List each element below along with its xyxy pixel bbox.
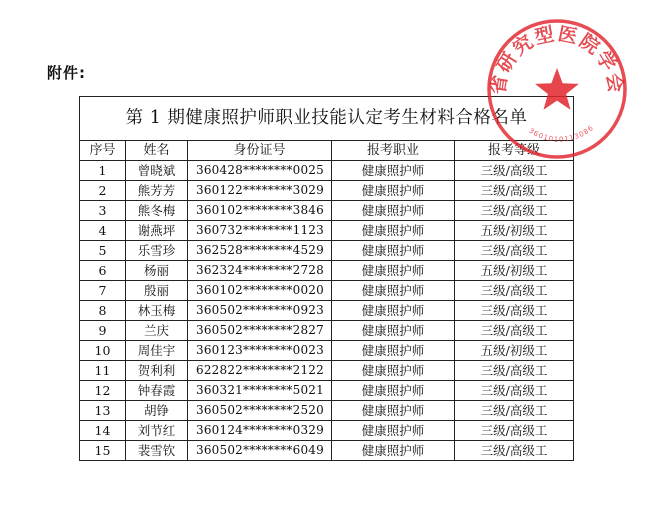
cell-occupation: 健康照护师 bbox=[332, 261, 455, 281]
attachment-label: 附件: bbox=[47, 64, 86, 82]
cell-occupation: 健康照护师 bbox=[332, 201, 455, 221]
table-row bbox=[80, 281, 574, 301]
cell-occupation: 健康照护师 bbox=[332, 221, 455, 241]
seal-code: 3601010113086 bbox=[527, 123, 596, 144]
cell-name: 熊冬梅 bbox=[126, 201, 188, 221]
table-row bbox=[80, 301, 574, 321]
cell-name: 乐雪珍 bbox=[126, 241, 188, 261]
header-occupation: 报考职业 bbox=[332, 141, 455, 161]
cell-occupation: 健康照护师 bbox=[332, 181, 455, 201]
cell-id: 360502********6049 bbox=[188, 441, 332, 461]
cell-level: 三级/高级工 bbox=[455, 241, 574, 261]
cell-occupation: 健康照护师 bbox=[332, 381, 455, 401]
cell-level: 三级/高级工 bbox=[455, 421, 574, 441]
cell-occupation: 健康照护师 bbox=[332, 321, 455, 341]
cell-no: 8 bbox=[80, 301, 126, 321]
cell-no: 15 bbox=[80, 441, 126, 461]
cell-occupation: 健康照护师 bbox=[332, 301, 455, 321]
cell-id: 360321********5021 bbox=[188, 381, 332, 401]
cell-level: 三级/高级工 bbox=[455, 401, 574, 421]
cell-id: 360428********0025 bbox=[188, 161, 332, 181]
cell-level: 三级/高级工 bbox=[455, 441, 574, 461]
cell-no: 10 bbox=[80, 341, 126, 361]
cell-no: 11 bbox=[80, 361, 126, 381]
cell-no: 6 bbox=[80, 261, 126, 281]
cell-id: 360502********0923 bbox=[188, 301, 332, 321]
cell-id: 360502********2520 bbox=[188, 401, 332, 421]
cell-occupation: 健康照护师 bbox=[332, 161, 455, 181]
cell-name: 刘节红 bbox=[126, 421, 188, 441]
table-row bbox=[80, 381, 574, 401]
table-title-row bbox=[80, 97, 574, 141]
cell-level: 三级/高级工 bbox=[455, 201, 574, 221]
table-row bbox=[80, 401, 574, 421]
header-level: 报考等级 bbox=[455, 141, 574, 161]
cell-id: 622822********2122 bbox=[188, 361, 332, 381]
cell-no: 13 bbox=[80, 401, 126, 421]
cell-id: 362324********2728 bbox=[188, 261, 332, 281]
cell-level: 三级/高级工 bbox=[455, 381, 574, 401]
table-row bbox=[80, 221, 574, 241]
cell-name: 胡铮 bbox=[126, 401, 188, 421]
table-header-row bbox=[80, 141, 574, 161]
cell-level: 三级/高级工 bbox=[455, 181, 574, 201]
header-id: 身份证号 bbox=[188, 141, 332, 161]
cell-occupation: 健康照护师 bbox=[332, 341, 455, 361]
cell-no: 2 bbox=[80, 181, 126, 201]
seal-text: 省研究型医院学会 bbox=[487, 22, 627, 96]
cell-level: 三级/高级工 bbox=[455, 361, 574, 381]
cell-no: 9 bbox=[80, 321, 126, 341]
cell-name: 殷丽 bbox=[126, 281, 188, 301]
cell-name: 杨丽 bbox=[126, 261, 188, 281]
cell-level: 三级/高级工 bbox=[455, 321, 574, 341]
cell-name: 兰庆 bbox=[126, 321, 188, 341]
cell-occupation: 健康照护师 bbox=[332, 281, 455, 301]
cell-name: 熊芳芳 bbox=[126, 181, 188, 201]
table-row bbox=[80, 241, 574, 261]
cell-name: 裴雪钦 bbox=[126, 441, 188, 461]
cell-occupation: 健康照护师 bbox=[332, 421, 455, 441]
cell-level: 五级/初级工 bbox=[455, 341, 574, 361]
header-no: 序号 bbox=[80, 141, 126, 161]
table-row bbox=[80, 261, 574, 281]
header-name: 姓名 bbox=[126, 141, 188, 161]
cell-no: 5 bbox=[80, 241, 126, 261]
cell-level: 五级/初级工 bbox=[455, 261, 574, 281]
table-row bbox=[80, 341, 574, 361]
cell-id: 360122********3029 bbox=[188, 181, 332, 201]
cell-name: 曾晓斌 bbox=[126, 161, 188, 181]
qualified-candidates-table bbox=[79, 96, 574, 461]
table-row bbox=[80, 161, 574, 181]
table-row bbox=[80, 181, 574, 201]
cell-name: 钟春霞 bbox=[126, 381, 188, 401]
table-row bbox=[80, 321, 574, 341]
cell-id: 362528********4529 bbox=[188, 241, 332, 261]
table-title: 第 1 期健康照护师职业技能认定考生材料合格名单 bbox=[80, 97, 574, 141]
cell-no: 1 bbox=[80, 161, 126, 181]
table-row bbox=[80, 441, 574, 461]
table-row bbox=[80, 361, 574, 381]
cell-name: 谢燕坪 bbox=[126, 221, 188, 241]
cell-name: 周佳宇 bbox=[126, 341, 188, 361]
cell-no: 7 bbox=[80, 281, 126, 301]
cell-id: 360732********1123 bbox=[188, 221, 332, 241]
cell-no: 4 bbox=[80, 221, 126, 241]
cell-occupation: 健康照护师 bbox=[332, 241, 455, 261]
cell-name: 贺利利 bbox=[126, 361, 188, 381]
cell-id: 360102********3846 bbox=[188, 201, 332, 221]
cell-id: 360102********0020 bbox=[188, 281, 332, 301]
table-row bbox=[80, 421, 574, 441]
cell-id: 360123********0023 bbox=[188, 341, 332, 361]
cell-id: 360124********0329 bbox=[188, 421, 332, 441]
cell-no: 3 bbox=[80, 201, 126, 221]
svg-text:省研究型医院学会 bbox=[486, 22, 628, 96]
cell-level: 五级/初级工 bbox=[455, 221, 574, 241]
cell-occupation: 健康照护师 bbox=[332, 441, 455, 461]
cell-occupation: 健康照护师 bbox=[332, 361, 455, 381]
cell-name: 林玉梅 bbox=[126, 301, 188, 321]
cell-level: 三级/高级工 bbox=[455, 161, 574, 181]
cell-no: 12 bbox=[80, 381, 126, 401]
cell-level: 三级/高级工 bbox=[455, 301, 574, 321]
cell-level: 三级/高级工 bbox=[455, 281, 574, 301]
cell-occupation: 健康照护师 bbox=[332, 401, 455, 421]
cell-id: 360502********2827 bbox=[188, 321, 332, 341]
cell-no: 14 bbox=[80, 421, 126, 441]
table-row bbox=[80, 201, 574, 221]
